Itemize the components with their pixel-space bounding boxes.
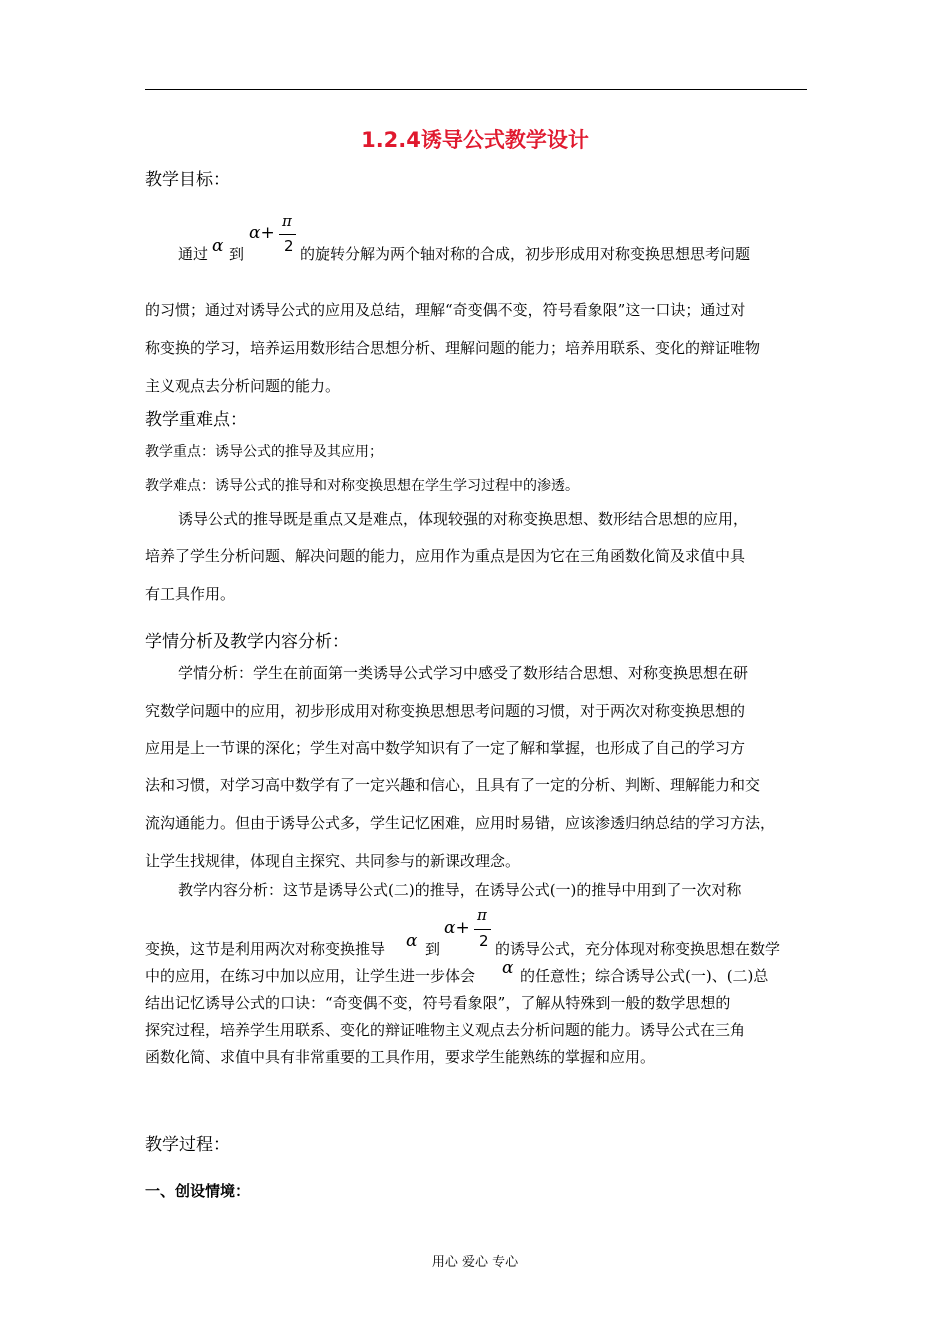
key-para-2: 培养了学生分析问题、解决问题的能力，应用作为重点是因为它在三角函数化简及求值中具 [145, 547, 746, 565]
content-line-2b: 到 [425, 940, 441, 958]
alpha-symbol: α [212, 236, 224, 256]
content-line-1: 教学内容分析：这节是诱导公式(二)的推导，在诱导公式(一)的推导中用到了一次对称 [178, 881, 742, 899]
alpha-symbol: α [249, 223, 261, 243]
analysis-line-3: 应用是上一节课的深化；学生对高中数学知识有了一定了解和掌握，也形成了自己的学习方 [145, 739, 746, 757]
fraction-bar [279, 234, 296, 235]
goal-line-4: 主义观点去分析问题的能力。 [145, 377, 341, 395]
goal-line-2: 的习惯；通过对诱导公式的应用及总结，理解“奇变偶不变，符号看象限”这一口诀；通过对 [145, 301, 746, 319]
goal-line-1 [178, 243, 208, 264]
alpha-plus-pi-over-2 [444, 918, 470, 938]
header-rule [145, 89, 807, 90]
goal-text-b: 到 [229, 245, 245, 263]
key-para-3: 有工具作用。 [145, 585, 236, 603]
page-footer: 用心 爱心 专心 [431, 1255, 519, 1270]
goal-heading: 教学目标： [145, 170, 230, 190]
content-line-3a: 中的应用，在练习中加以应用，让学生进一步体会 [145, 967, 476, 985]
content-line-2a: 变换，这节是利用两次对称变换推导 [145, 940, 386, 958]
content-line-3b: 的任意性；综合诱导公式(一)、(二)总 [520, 967, 769, 985]
step-1-heading: 一、创设情境： [145, 1182, 251, 1200]
content-line-2c: 的诱导公式，充分体现对称变换思想在数学 [495, 940, 781, 958]
alpha-symbol: α [502, 958, 514, 978]
alpha-symbol: α [444, 918, 456, 938]
plus-symbol: + [260, 223, 275, 243]
pi-numerator: π [477, 906, 487, 924]
goal-text-c: 的旋转分解为两个轴对称的合成，初步形成用对称变换思想思考问题 [300, 245, 751, 263]
plus-symbol: + [455, 918, 470, 938]
key-point: 教学重点：诱导公式的推导及其应用； [145, 444, 383, 460]
two-denominator: 2 [284, 237, 294, 255]
content-line-6: 函数化简、求值中具有非常重要的工具作用，要求学生能熟练的掌握和应用。 [145, 1048, 656, 1066]
analysis-line-2: 究数学问题中的应用，初步形成用对称变换思想思考问题的习惯，对于两次对称变换思想的 [145, 702, 746, 720]
content-line-5: 探究过程，培养学生用联系、变化的辩证唯物主义观点去分析问题的能力。诱导公式在三角 [145, 1021, 746, 1039]
content-line-4: 结出记忆诱导公式的口诀：“奇变偶不变，符号看象限”，了解从特殊到一般的数学思想的 [145, 994, 731, 1012]
pi-numerator: π [282, 212, 292, 230]
difficult-point: 教学难点：诱导公式的推导和对称变换思想在学生学习过程中的渗透。 [145, 478, 579, 494]
two-denominator: 2 [479, 932, 489, 950]
goal-text-a: 通过 [178, 245, 209, 263]
alpha-plus-pi-over-2 [249, 223, 275, 243]
goal-line-3: 称变换的学习，培养运用数形结合思想分析、理解问题的能力；培养用联系、变化的辩证唯物 [145, 339, 761, 357]
key-para-1: 诱导公式的推导既是重点又是难点，体现较强的对称变换思想、数形结合思想的应用， [178, 510, 749, 528]
alpha-symbol: α [406, 931, 418, 951]
fraction-bar [474, 929, 491, 930]
key-heading: 教学重难点： [145, 410, 247, 430]
analysis-line-4: 法和习惯，对学习高中数学有了一定兴趣和信心，且具有了一定的分析、判断、理解能力和交 [145, 776, 761, 794]
document-title: 1.2.4诱导公式教学设计 [361, 128, 589, 152]
process-heading: 教学过程： [145, 1135, 230, 1155]
analysis-line-5: 流沟通能力。但由于诱导公式多，学生记忆困难，应用时易错，应该渗透归纳总结的学习方法， [145, 814, 776, 832]
analysis-line-6: 让学生找规律，体现自主探究、共同参与的新课改理念。 [145, 852, 521, 870]
analysis-line-1: 学情分析：学生在前面第一类诱导公式学习中感受了数形结合思想、对称变换思想在研 [178, 664, 749, 682]
analysis-heading: 学情分析及教学内容分析： [145, 632, 349, 652]
